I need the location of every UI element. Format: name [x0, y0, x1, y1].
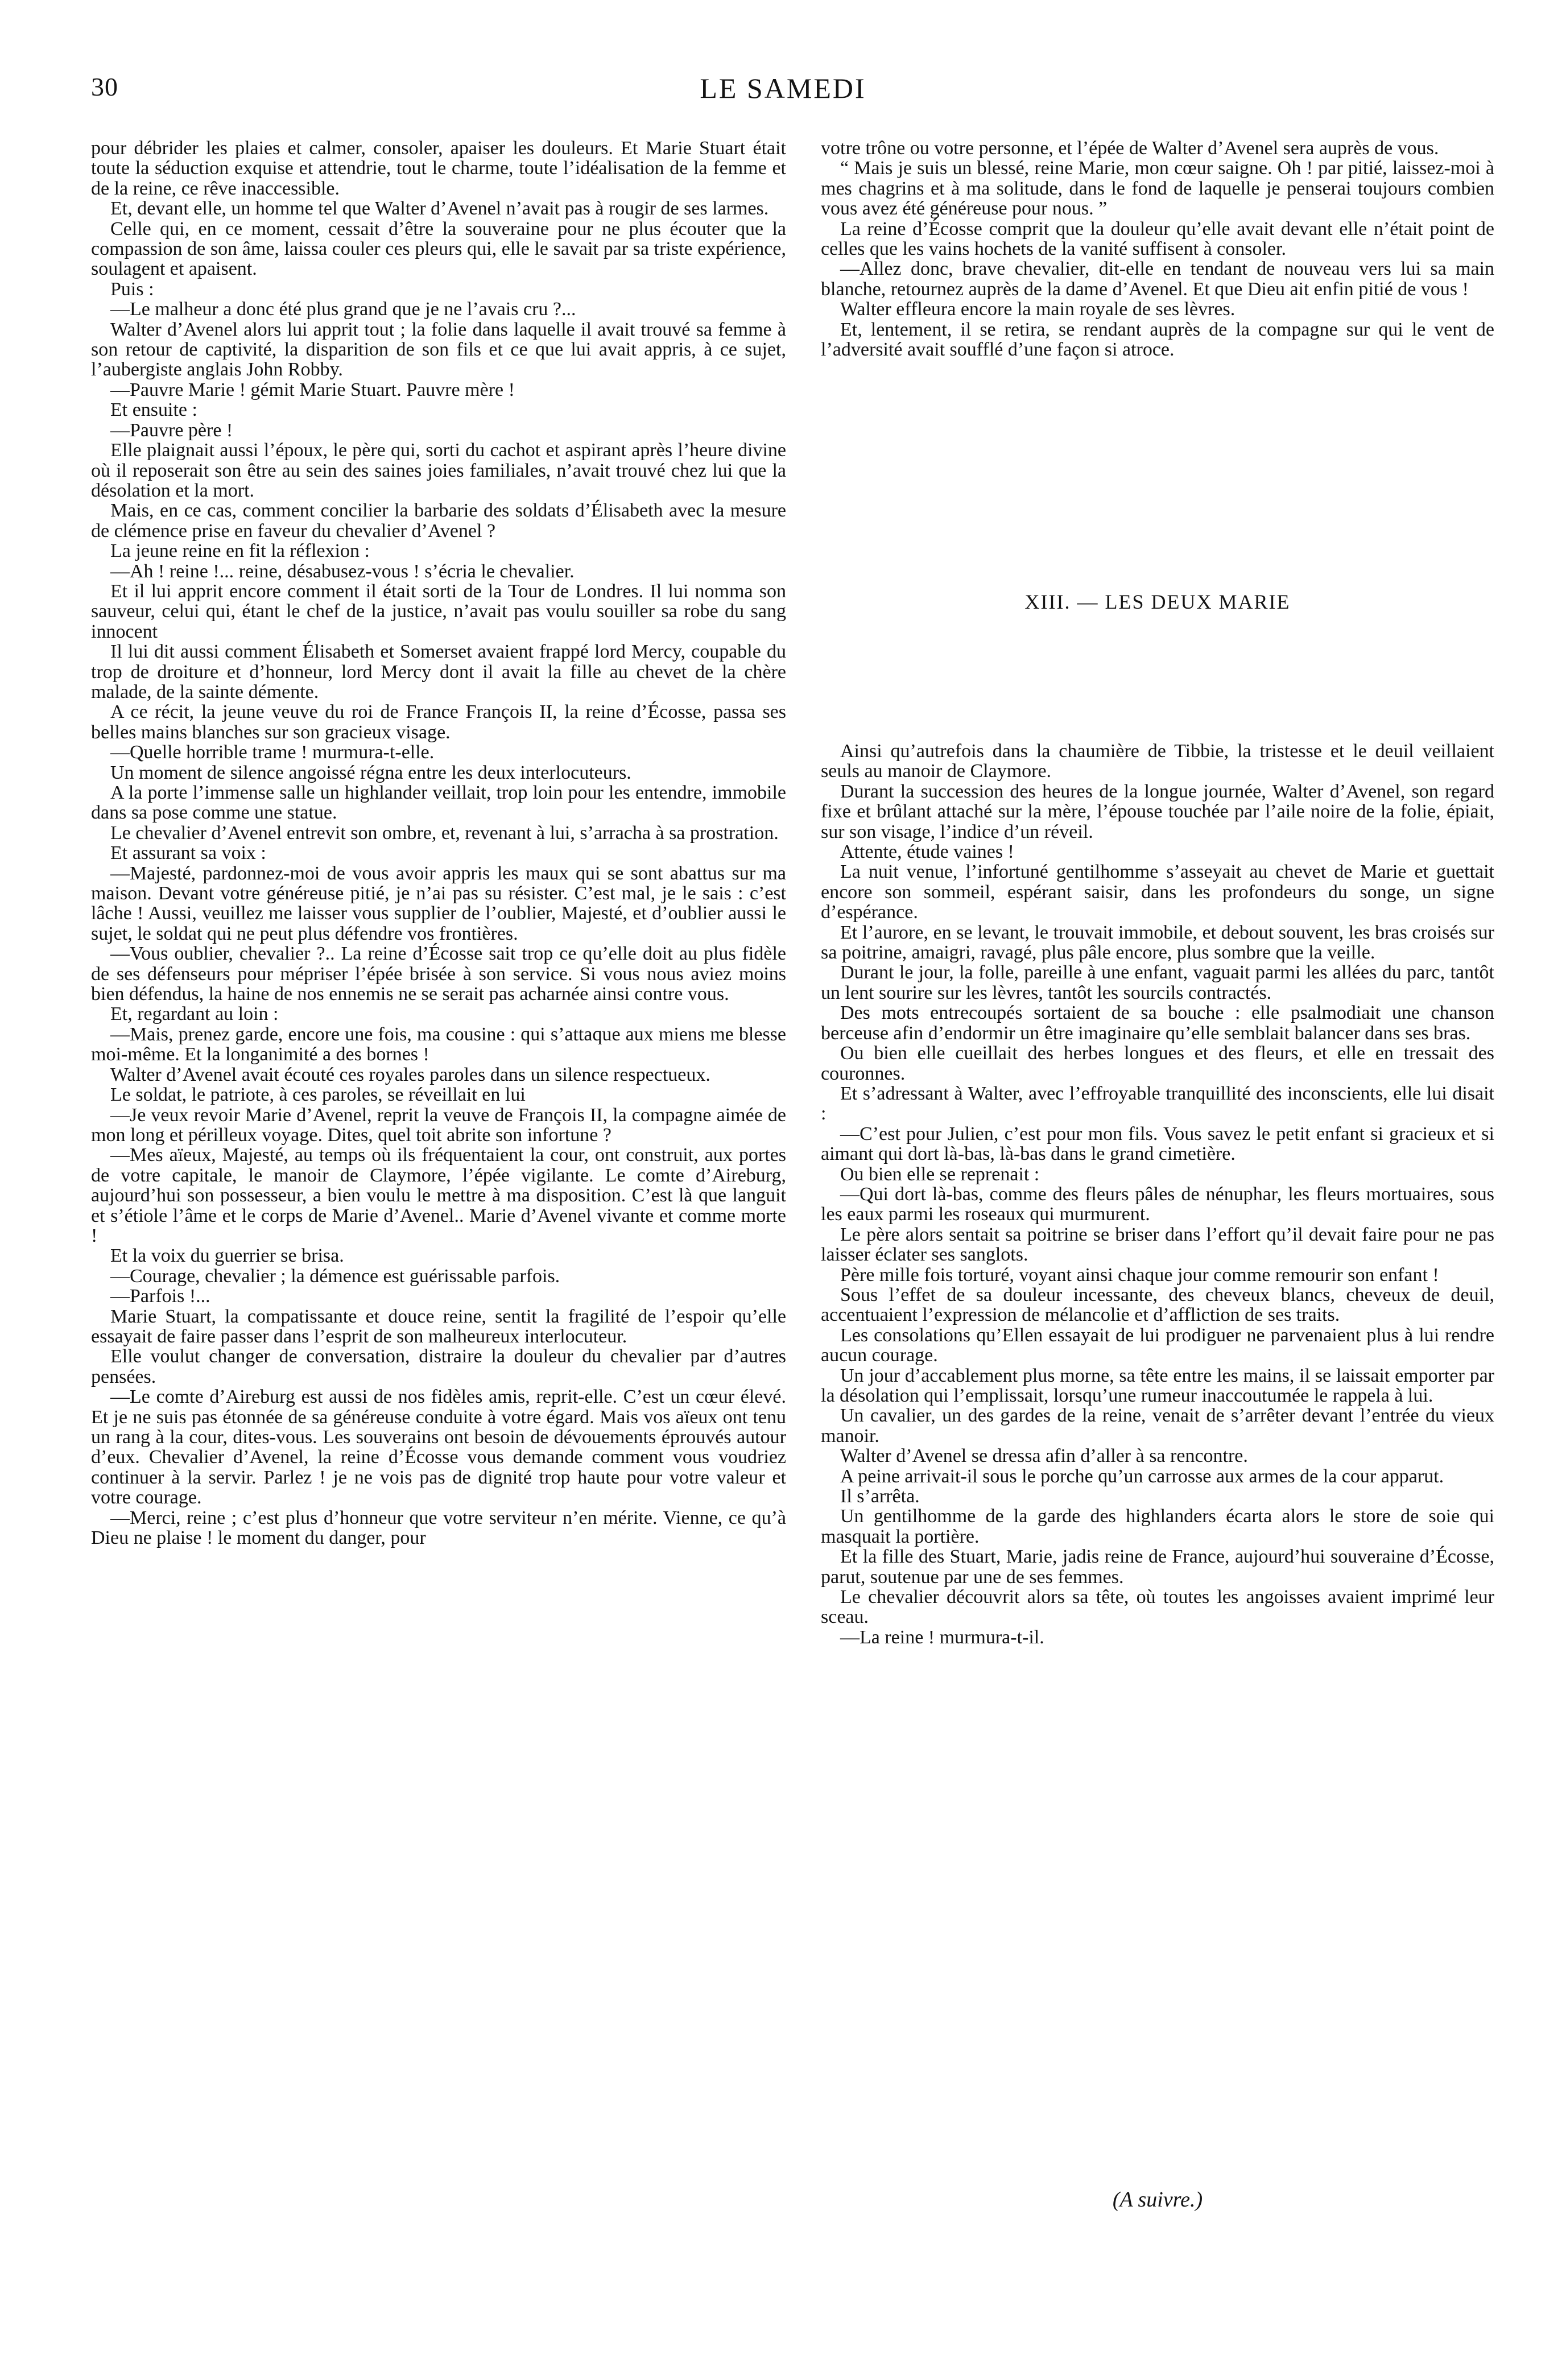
paragraph: Le soldat, le patriote, à ces paroles, se réveillait en lui — [110, 1084, 526, 1106]
paragraph: votre trône ou votre personne, et l’épée de Walter d’Avenel sera auprès de vous. — [821, 138, 1439, 159]
paragraph: A peine arrivait-il sous le porche qu’un carrosse aux armes de la cour apparut. — [840, 1465, 1444, 1487]
paragraph: Attente, étude vaines ! — [840, 841, 1014, 863]
chapter-heading: XIII. — LES DEUX MARIE — [1024, 590, 1291, 613]
paragraph: —Le comte d’Aireburg est aussi de nos fidèles amis, reprit-elle. C’est un cœur élevé. Et je ne suis pas étonnée de sa généreuse conduite à votre égard. Mais vos aïeux ont tenu un rang à la cour, dites-vous. Les souverains ont besoin de dévouements éprouvés autour d’eux. Chevalier d’Avenel, la reine d’Écosse vous demande comment vous voudriez continuer à la servir. Parlez ! je ne vois pas de dignité trop haute pour votre valeur et votre courage. — [91, 1386, 786, 1509]
paragraph: Le père alors sentait sa poitrine se briser dans l’effort qu’il devait faire pour ne pas laisser éclater ses sanglots. — [821, 1224, 1494, 1266]
paragraph: Et l’aurore, en se levant, le trouvait immobile, et debout souvent, les bras croisés sur sa poitrine, amaigri, ravagé, plus pâle encore, plus sombre que la veille. — [821, 922, 1494, 964]
paragraph: —Majesté, pardonnez-moi de vous avoir appris les maux qui se sont abattus sur ma maison. Devant votre généreuse pitié, je n’ai pas su résister. C’est mal, je le sais : c’est lâche ! Aussi, veuillez me laisser vous supplier de l’oublier, Majesté, et d’oublier aussi le sujet, le soldat qui ne peut plus défendre vos frontières. — [91, 862, 786, 944]
paragraph: Elle voulut changer de conversation, distraire la douleur du chevalier par d’autres pensées. — [91, 1346, 786, 1387]
paragraph: —Qui dort là-bas, comme des fleurs pâles de nénuphar, les fleurs mortuaires, sous les eaux parmi les roseaux qui murmurent. — [821, 1183, 1494, 1225]
paragraph: Et, lentement, il se retira, se rendant auprès de la compagne sur qui le vent de l’adversité avait soufflé d’une façon si atroce. — [821, 319, 1494, 361]
paragraph: Un gentilhomme de la garde des highlanders écarta alors le store de soie qui masquait la portière. — [821, 1506, 1494, 1547]
paragraph: Ainsi qu’autrefois dans la chaumière de Tibbie, la tristesse et le deuil veillaient seuls au manoir de Claymore. — [821, 741, 1494, 782]
paragraph: —Je veux revoir Marie d’Avenel, reprit la veuve de François II, la compagne aimée de mon long et périlleux voyage. Dites, quel toit abrite son infortune ? — [91, 1104, 786, 1146]
paragraph: A la porte l’immense salle un highlander veillait, trop loin pour les entendre, immobile dans sa pose comme une statue. — [91, 782, 786, 824]
paragraph: —Vous oublier, chevalier ?.. La reine d’Écosse sait trop ce qu’elle doit au plus fidèle de ses défenseurs pour mépriser l’épée brisée à son service. Si vous nous aviez moins bien défendus, la haine de nos ennemis ne se serait pas acharnée ainsi contre vous. — [91, 943, 786, 1005]
paragraph: La reine d’Écosse comprit que la douleur qu’elle avait devant elle n’était point de celles que les vains hochets de la vanité suffisent à consoler. — [821, 218, 1494, 260]
paragraph: Ou bien elle se reprenait : — [840, 1163, 1040, 1185]
paragraph: Un cavalier, un des gardes de la reine, venait de s’arrêter devant l’entrée du vieux manoir. — [821, 1405, 1494, 1447]
paragraph: Sous l’effet de sa douleur incessante, des cheveux blancs, cheveux de deuil, accentuaient l’expression de mélancolie et d’affliction de ses traits. — [821, 1284, 1494, 1326]
paragraph: Un jour d’accablement plus morne, sa tête entre les mains, il se laissait emporter par la désolation qui l’emplissait, lorsqu’une rumeur inaccoutumée le rappela à lui. — [821, 1365, 1494, 1406]
paragraph: Et, devant elle, un homme tel que Walter d’Avenel n’avait pas à rougir de ses larmes. — [110, 198, 769, 220]
paragraph: Il lui dit aussi comment Élisabeth et Somerset avaient frappé lord Mercy, coupable du trop de droiture et d’honneur, lord Mercy dont il avait la fille au chevet de la chère malade, de la sainte démente. — [91, 641, 786, 703]
paragraph: —La reine ! murmura-t-il. — [840, 1626, 1044, 1648]
paragraph: —Parfois !... — [110, 1286, 210, 1307]
paragraph: Walter d’Avenel avait écouté ces royales paroles dans un silence respectueux. — [110, 1064, 710, 1085]
paragraph: Walter d’Avenel se dressa afin d’aller à sa rencontre. — [840, 1445, 1248, 1467]
paragraph: —Quelle horrible trame ! murmura-t-elle. — [110, 742, 435, 763]
page-number: 30 — [91, 72, 118, 101]
paragraph: Et la fille des Stuart, Marie, jadis reine de France, aujourd’hui souveraine d’Écosse, parut, soutenue par une de ses femmes. — [821, 1546, 1494, 1588]
paragraph: —Courage, chevalier ; la démence est guérissable parfois. — [110, 1265, 560, 1287]
right-column-top — [821, 138, 1494, 360]
paragraph: Puis : — [110, 278, 154, 300]
paragraph: Marie Stuart, la compatissante et douce reine, sentit la fragilité de l’espoir qu’elle essayait de faire passer dans l’esprit de son malheureux interlocuteur. — [91, 1305, 786, 1347]
left-column — [91, 138, 786, 1548]
paragraph: Durant le jour, la folle, pareille à une enfant, vaguait parmi les allées du parc, tantôt un lent sourire sur les lèvres, tantôt les sourcils contractés. — [821, 962, 1494, 1003]
paragraph: Ou bien elle cueillait des herbes longues et des fleurs, et elle en tressait des couronnes. — [821, 1043, 1494, 1084]
paragraph: —Ah ! reine !... reine, désabusez-vous ! s’écria le chevalier. — [110, 560, 575, 582]
paragraph: Elle plaignait aussi l’époux, le père qui, sorti du cachot et aspirant après l’heure divine où il reposerait son être au sein des saines joies familiales, n’avait trouvé chez lui que la désolation et la mort. — [91, 440, 786, 501]
paragraph: A ce récit, la jeune veuve du roi de France François II, la reine d’Écosse, passa ses belles mains blanches sur son gracieux visage. — [91, 701, 786, 743]
paragraph: pour débrider les plaies et calmer, consoler, apaiser les douleurs. Et Marie Stuart était toute la séduction exquise et attendrie, tout le charme, toute l’idéalisation de la femme et de la reine, ce rêve inaccessible. — [91, 138, 786, 199]
paragraph: —Mais, prenez garde, encore une fois, ma cousine : qui s’attaque aux miens me blesse moi-même. Et la longanimité a des bornes ! — [91, 1023, 786, 1065]
paragraph: Père mille fois torturé, voyant ainsi chaque jour comme remourir son enfant ! — [840, 1264, 1439, 1286]
paragraph: “ Mais je suis un blessé, reine Marie, mon cœur saigne. Oh ! par pitié, laissez-moi à mes chagrins et à ma solitude, dans le fond de laquelle je penserai toujours combien vous avez été généreuse pour nous. ” — [821, 158, 1494, 220]
paragraph: Le chevalier découvrit alors sa tête, où toutes les angoisses avaient imprimé leur sceau. — [821, 1586, 1494, 1628]
to-be-continued-note: (A suivre.) — [1112, 2188, 1203, 2212]
paragraph: Il s’arrêta. — [840, 1486, 920, 1507]
paragraph: Et ensuite : — [110, 399, 197, 421]
paragraph: Durant la succession des heures de la longue journée, Walter d’Avenel, son regard fixe et brûlant attaché sur la mère, l’épouse touchée par l’aile noire de la folie, épiait, sur son visage, l’indice d’un réveil. — [821, 780, 1494, 842]
paragraph: Celle qui, en ce moment, cessait d’être la souveraine pour ne plus écouter que la compassion de son âme, laissa couler ces pleurs qui, elle le savait par sa triste expérience, soulagent et apaisent. — [91, 218, 786, 280]
running-title: LE SAMEDI — [700, 72, 866, 104]
paragraph: —Merci, reine ; c’est plus d’honneur que votre serviteur n’en mérite. Vienne, ce qu’à Dieu ne plaise ! le moment du danger, pour — [91, 1507, 786, 1549]
paragraph: —Mes aïeux, Majesté, au temps où ils fréquentaient la cour, ont construit, aux portes de votre capitale, le manoir de Claymore, l’épée vigilante. Le comte d’Aireburg, aujourd’hui son possesseur, a bien voulu le mettre à ma disposition. C’est là que languit et s’étiole l’âme et le corps de Marie d’Avenel.. Marie d’Avenel vivante et comme morte ! — [91, 1144, 786, 1246]
paragraph: Et la voix du guerrier se brisa. — [110, 1245, 344, 1267]
paragraph: Et s’adressant à Walter, avec l’effroyable tranquillité des inconscients, elle lui disait : — [821, 1082, 1494, 1125]
paragraph: Et il lui apprit encore comment il était sorti de la Tour de Londres. Il lui nomma son sauveur, celui qui, étant le chef de la justice, n’avait pas voulu souiller sa robe du sang innocent — [91, 580, 786, 642]
paragraph: Walter effleura encore la main royale de ses lèvres. — [840, 299, 1236, 320]
paragraph: —Pauvre Marie ! gémit Marie Stuart. Pauvre mère ! — [110, 379, 515, 400]
paragraph: Walter d’Avenel alors lui apprit tout ; la folie dans laquelle il avait trouvé sa femme à son retour de captivité, la disparition de son fils et ce que lui avait appris, à ce sujet, l’aubergiste anglais John Robby. — [91, 319, 786, 381]
paragraph: La nuit venue, l’infortuné gentilhomme s’asseyait au chevet de Marie et guettait encore son sommeil, espérant saisir, dans les profondeurs du songe, un signe d’espérance. — [821, 861, 1494, 923]
paragraph: Des mots entrecoupés sortaient de sa bouche : elle psalmodiait une chanson berceuse afin d’endormir un être imaginaire qu’elle semblait balancer dans ses bras. — [821, 1002, 1494, 1044]
paragraph: Les consolations qu’Ellen essayait de lui prodiguer ne parvenaient plus à lui rendre aucun courage. — [821, 1324, 1494, 1366]
paragraph: Et assurant sa voix : — [110, 842, 266, 864]
paragraph: Et, regardant au loin : — [110, 1003, 279, 1025]
paragraph: —Allez donc, brave chevalier, dit-elle en tendant de nouveau vers lui sa main blanche, retournez auprès de la dame d’Avenel. Et que Dieu ait enfin pitié de vous ! — [821, 258, 1494, 300]
paragraph: La jeune reine en fit la réflexion : — [110, 540, 370, 562]
paragraph: Un moment de silence angoissé régna entre les deux interlocuteurs. — [110, 762, 631, 783]
paragraph: Mais, en ce cas, comment concilier la barbarie des soldats d’Élisabeth avec la mesure de clémence prise en faveur du chevalier d’Avenel ? — [91, 500, 786, 542]
paragraph: —Pauvre père ! — [110, 419, 233, 441]
paragraph: —Le malheur a donc été plus grand que je ne l’avais cru ?... — [110, 299, 576, 320]
paragraph: —C’est pour Julien, c’est pour mon fils. Vous savez le petit enfant si gracieux et si aimant qui dort là-bas, là-bas dans le grand cimetière. — [821, 1123, 1494, 1165]
paragraph: Le chevalier d’Avenel entrevit son ombre, et, revenant à lui, s’arracha à sa prostration. — [110, 822, 779, 844]
right-column-bottom — [821, 741, 1494, 1647]
